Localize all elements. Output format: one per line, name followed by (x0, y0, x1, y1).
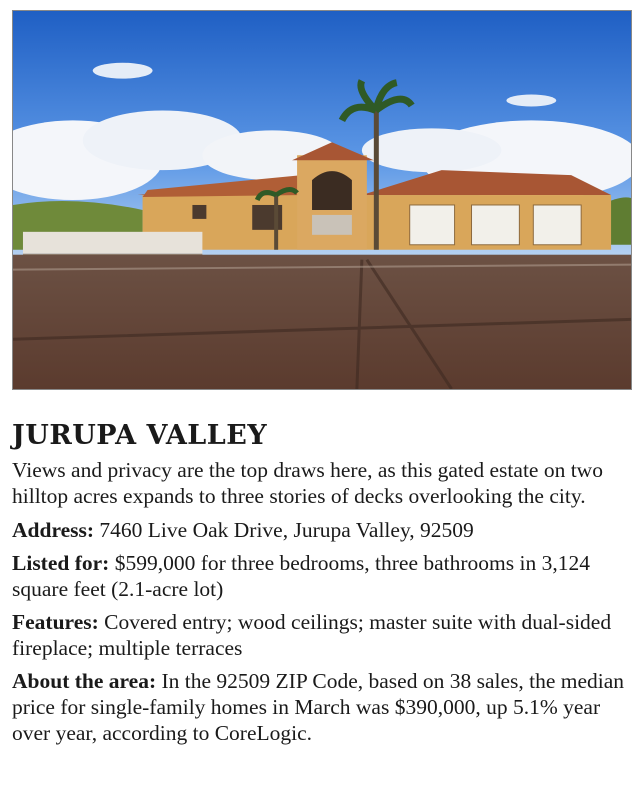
fact-about-area (12, 668, 632, 746)
lede-paragraph: Views and privacy are the top draws here, as this gated estate on two hilltop acres expands to three stories of decks overlooking the city. (12, 458, 603, 509)
fact-label: Listed for: (12, 551, 110, 576)
fact-value: 7460 Live Oak Drive, Jurupa Valley, 92509 (99, 518, 474, 543)
fact-label: Address: (12, 518, 95, 543)
fact-label: Features: (12, 610, 99, 635)
fact-label: About the area: (12, 669, 157, 694)
headline: JURUPA VALLEY (12, 420, 268, 451)
house-photo-illustration (13, 11, 631, 389)
fact-address (12, 517, 632, 543)
fact-features (12, 609, 632, 661)
fact-value: Covered entry; wood ceilings; master suite with dual-sided fireplace; multiple terraces (12, 610, 612, 661)
fact-value: In the 92509 ZIP Code, based on 38 sales, the median price for single-family homes in March was $390,000, up 5.1% year over year, according to CoreLogic. (12, 669, 625, 746)
listing-article (12, 420, 632, 753)
house-photo (12, 10, 632, 390)
fact-value: $599,000 for three bedrooms, three bathrooms in 3,124 square feet (2.1-acre lot) (12, 551, 590, 602)
fact-listed-for (12, 550, 632, 602)
